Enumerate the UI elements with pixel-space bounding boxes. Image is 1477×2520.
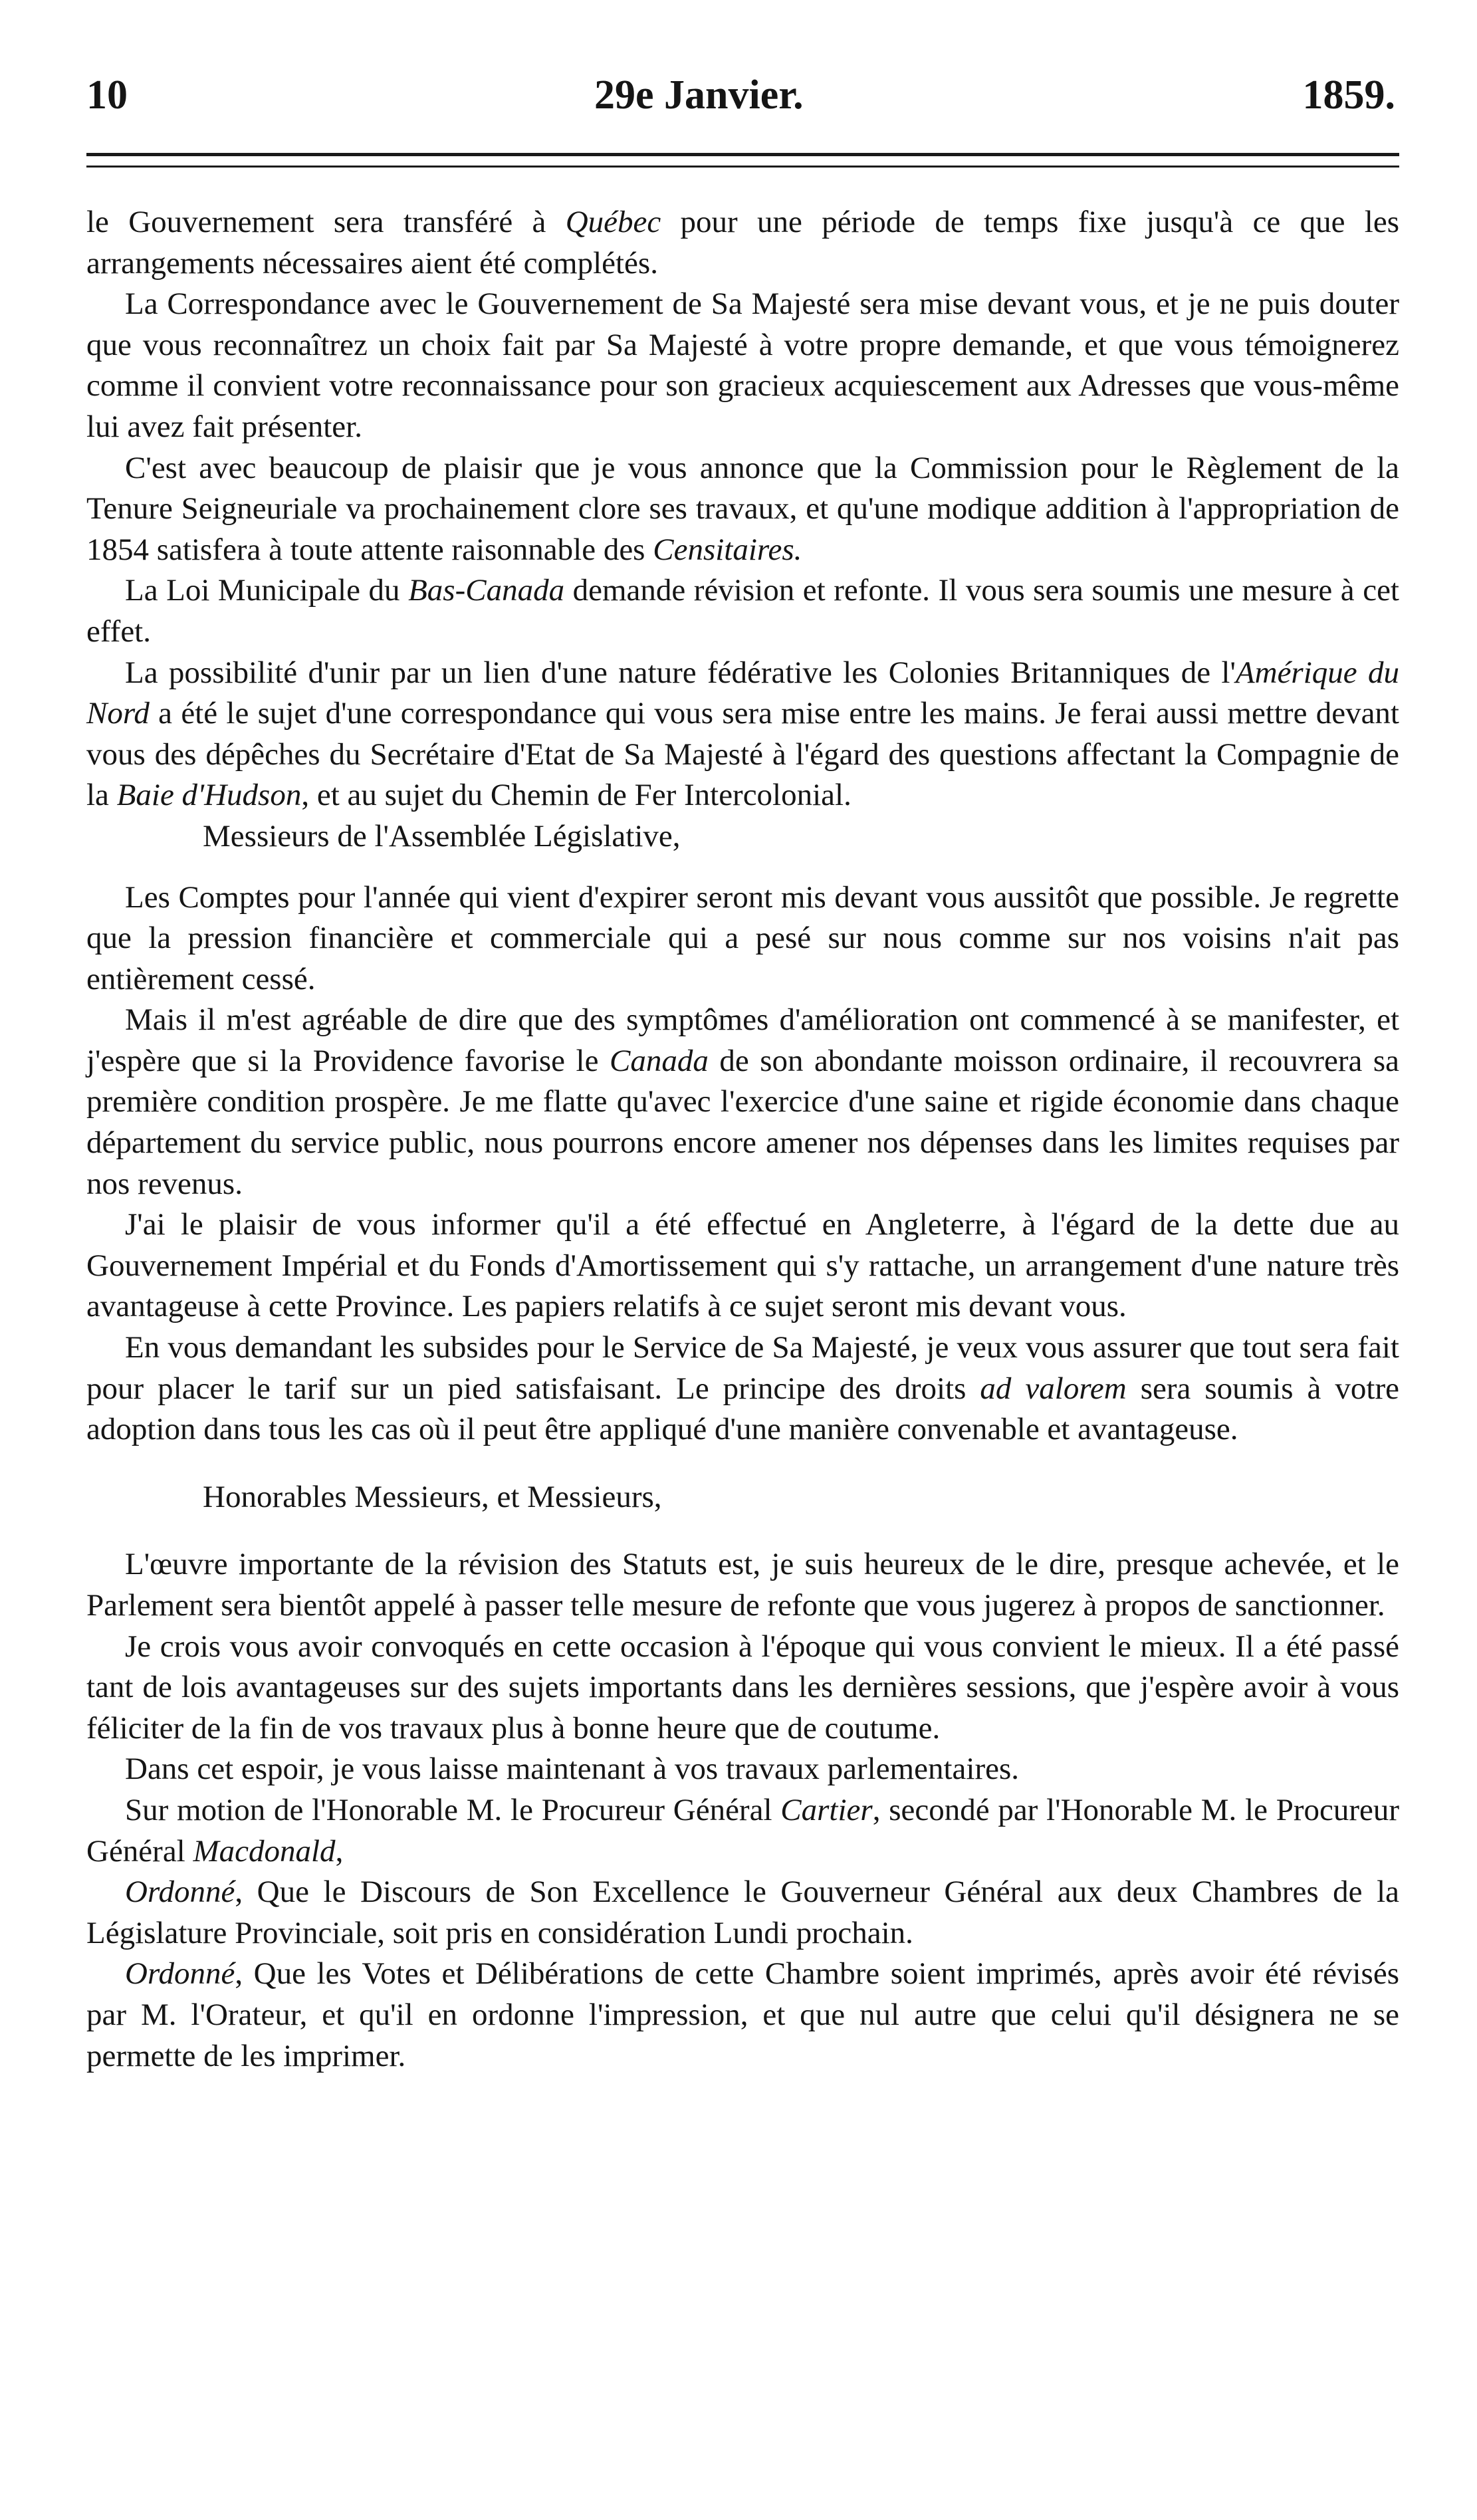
italic-term: Québec [565, 205, 661, 239]
salutation-assemblee: Messieurs de l'Assemblée Législative, [203, 818, 681, 854]
document-page [86, 53, 1399, 2077]
paragraph: Les Comptes pour l'année qui vient d'expirer seront mis devant vous aussitôt que possible. Je regrette que la pression financière et commerciale qui a pesé sur nous comme sur nos voisins n'ait pas entièrement cessé. [86, 879, 1399, 996]
paragraph: L'œuvre importante de la révision des Statuts est, je suis heureux de le dire, presque achevée, et le Parlement sera bientôt appelé à passer telle mesure de refonte que vous jugerez à propos de sanctionner. [86, 1547, 1399, 1623]
paragraph: Dans cet espoir, je vous laisse maintenant à vos travaux parlementaires. [125, 1752, 1020, 1787]
header-year: 1859. [1302, 72, 1395, 118]
paragraph: En vous demandant les subsides pour le Service de Sa Majesté, je veux vous assurer que tout sera fait pour placer le tarif sur un pied satisfaisant. Le principe des droits ad valorem sera soumis à votre adoption dans tous les cas où il peut être appliqué d'une manière convenable et avantageuse. [86, 1330, 1399, 1447]
paragraph: La Loi Municipale du Bas-Canada demande révision et refonte. Il vous sera soumis une mesure à cet effet. [86, 573, 1399, 649]
motion-paragraph: Sur motion de l'Honorable M. le Procureur Général Cartier, secondé par l'Honorable M. le Procureur Général Macdonald, [86, 1792, 1400, 1869]
paragraph: Je crois vous avoir convoqués en cette occasion à l'époque qui vous convient le mieux. Il a été passé tant de lois avantageuses sur des sujets importants dans les dernières sessions, que j'espère avoir à vous féliciter de la fin de vos travaux plus à bonne heure que de coutume. [86, 1629, 1399, 1746]
page-number: 10 [86, 72, 128, 118]
italic-term: Canada [610, 1043, 709, 1078]
header-rule-thin [86, 166, 1399, 168]
header-date: 29e Janvier. [594, 72, 804, 118]
order-paragraph: Ordonné, Que le Discours de Son Excellence le Gouverneur Général aux deux Chambres de la Législature Provinciale, soit pris en considération Lundi prochain. [86, 1875, 1399, 1950]
italic-term: Bas-Canada [408, 573, 565, 608]
order-paragraph: Ordonné, Que les Votes et Délibérations de cette Chambre soient imprimés, après avoir été révisés par M. l'Orateur, et qu'il en ordonne l'impression, et que nul autre que celui qu'il désignera ne se permette de les imprimer. [86, 1956, 1399, 2073]
page-header [86, 53, 1399, 126]
italic-term: Amérique du Nord [86, 655, 1399, 731]
italic-term: ad valorem [980, 1371, 1127, 1406]
italic-term: Ordonné [125, 1956, 235, 1992]
salutation-honorables: Honorables Messieurs, et Messieurs, [203, 1479, 662, 1514]
paragraph: La possibilité d'unir par un lien d'une nature fédérative les Colonies Britanniques de l'Amérique du Nord a été le sujet d'une correspondance qui vous sera mise entre les mains. Je ferai aussi mettre devant vous des dépêches du Secrétaire d'Etat de Sa Majesté à l'égard des questions affectant la Compagnie de la Baie d'Hudson, et au sujet du Chemin de Fer Intercolonial. [86, 655, 1399, 813]
italic-term: Censitaires. [653, 532, 802, 567]
paragraph: Mais il m'est agréable de dire que des symptômes d'amélioration ont commencé à se manifester, et j'espère que si la Providence favorise le Canada de son abondante moisson ordinaire, il recouvrera sa première condition prospère. Je me flatte qu'avec l'exercice d'une saine et rigide économie dans chaque département du service public, nous pourrons encore amener nos dépenses dans les limites requises par nos revenus. [86, 1002, 1400, 1201]
italic-term: Baie d'Hudson [116, 778, 302, 813]
document-body [86, 202, 1399, 2077]
italic-term: Macdonald [193, 1833, 336, 1869]
italic-term: Cartier [780, 1792, 873, 1827]
paragraph: le Gouvernement sera transféré à Québec pour une période de temps fixe jusqu'à ce que les arrangements nécessaires aient été complétés. [86, 205, 1399, 281]
paragraph: La Correspondance avec le Gouvernement de Sa Majesté sera mise devant vous, et je ne puis douter que vous reconnaîtrez un choix fait par Sa Majesté à votre propre demande, et que vous témoignerez comme il convient votre reconnaissance pour son gracieux acquiescement aux Adresses que vous-même lui avez fait présenter. [86, 286, 1399, 444]
paragraph: C'est avec beaucoup de plaisir que je vous annonce que la Commission pour le Règlement de la Tenure Seigneuriale va prochainement clore ses travaux, et qu'une modique addition à l'appropriation de 1854 satisfera à toute attente raisonnable des Censitaires. [86, 450, 1399, 567]
italic-term: Ordonné [125, 1875, 235, 1910]
header-rule-thick [86, 153, 1399, 156]
paragraph: J'ai le plaisir de vous informer qu'il a été effectué en Angleterre, à l'égard de la dette due au Gouvernement Impérial et du Fonds d'Amortissement qui s'y rattache, un arrangement d'une nature très avantageuse à cette Province. Les papiers relatifs à ce sujet seront mis devant vous. [86, 1207, 1399, 1324]
